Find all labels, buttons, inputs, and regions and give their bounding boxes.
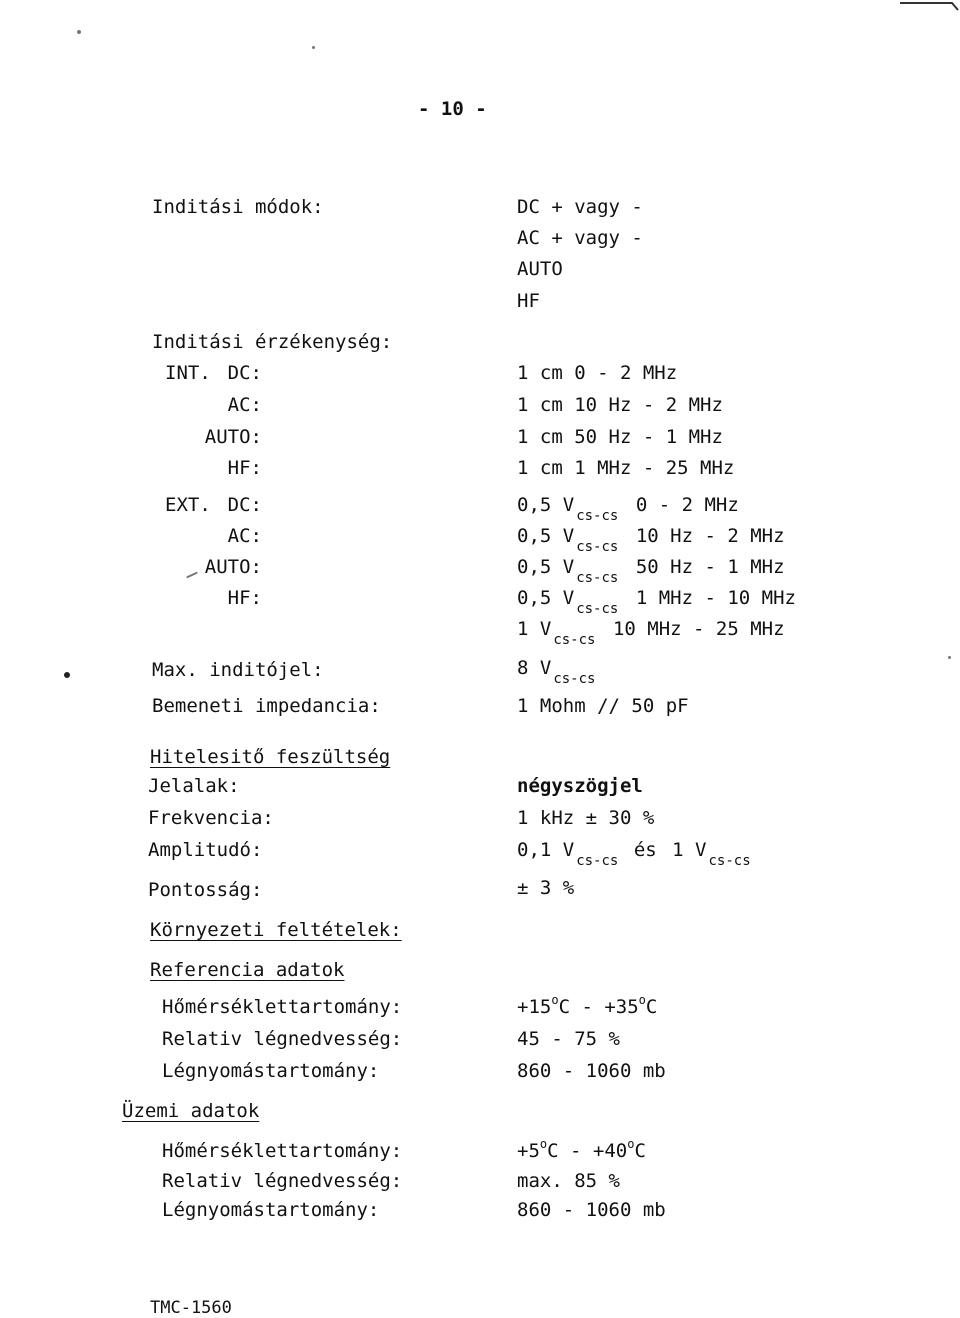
hitelesito-value: négyszögjel bbox=[517, 775, 643, 797]
hitelesito-label: Jelalak: bbox=[148, 775, 240, 797]
inditasi-mod-value: DC + vagy - bbox=[517, 196, 643, 218]
kornyezeti-title: Környezeti feltételek: bbox=[150, 919, 402, 941]
degree-sign: o bbox=[627, 1137, 635, 1151]
referencia-label: Légnyomástartomány: bbox=[162, 1060, 380, 1082]
ext-range: 50 Hz - 1 MHz bbox=[635, 556, 785, 578]
scan-speck bbox=[312, 46, 315, 49]
hitelesito-title: Hitelesitő feszültség bbox=[150, 746, 391, 768]
degree-sign: o bbox=[539, 1137, 548, 1151]
bemeneti-value: 1 Mohm // 50 pF bbox=[517, 695, 689, 717]
hitelesito-value: ± 3 % bbox=[517, 877, 575, 899]
ext-sensitivity-row bbox=[517, 494, 739, 524]
ext-sensitivity-row bbox=[517, 525, 785, 555]
inditasi-mod-value: HF bbox=[517, 290, 540, 312]
ext-unit: cs-cs bbox=[553, 632, 596, 648]
ext-mode-label: AC: bbox=[227, 525, 262, 547]
amplitudo-unit-b: cs-cs bbox=[708, 853, 751, 869]
temp-unit: C bbox=[634, 1140, 646, 1162]
ext-sensitivity-row bbox=[517, 587, 796, 617]
ext-unit: cs-cs bbox=[576, 570, 619, 586]
uzemi-label: Légnyomástartomány: bbox=[162, 1199, 380, 1221]
amplitudo-joiner: és bbox=[633, 839, 657, 861]
hitelesito-label: Amplitudó: bbox=[148, 839, 263, 861]
referencia-title: Referencia adatok bbox=[150, 959, 345, 981]
scan-speck bbox=[77, 30, 81, 34]
scan-speck bbox=[64, 672, 70, 678]
int-sensitivity-value: 1 cm 1 MHz - 25 MHz bbox=[517, 457, 735, 479]
temp-unit: C bbox=[645, 996, 658, 1018]
hitelesito-label: Pontosság: bbox=[148, 879, 263, 901]
ext-range: 10 MHz - 25 MHz bbox=[612, 618, 785, 640]
max-inditojel-amplitude: 8 V bbox=[517, 657, 552, 679]
ext-unit: cs-cs bbox=[576, 508, 619, 524]
max-inditojel-value bbox=[517, 657, 596, 687]
referencia-value: 860 - 1060 mb bbox=[517, 1060, 666, 1082]
degree-sign: o bbox=[551, 993, 559, 1007]
ext-amplitude: 0,5 V bbox=[517, 556, 575, 578]
ext-amplitude: 0,5 V bbox=[517, 494, 575, 516]
ext-unit: cs-cs bbox=[576, 601, 619, 617]
ext-range: 1 MHz - 10 MHz bbox=[635, 587, 796, 609]
amplitudo-value bbox=[517, 839, 751, 869]
amplitudo-b: 1 V bbox=[672, 839, 707, 861]
ext-sensitivity-row bbox=[517, 556, 785, 586]
inditasi-mod-value: AC + vagy - bbox=[517, 227, 643, 249]
degree-sign: o bbox=[638, 993, 646, 1007]
ext-mode-label: AUTO: bbox=[204, 556, 262, 578]
referencia-temp-value bbox=[517, 993, 658, 1018]
ext-unit: cs-cs bbox=[576, 539, 619, 555]
temp-min: +15 bbox=[517, 996, 552, 1018]
ext-amplitude: 0,5 V bbox=[517, 587, 575, 609]
temp-mid: C - +35 bbox=[558, 996, 639, 1018]
int-mode-label: AUTO: bbox=[204, 426, 262, 448]
int-mode-label: AC: bbox=[227, 394, 262, 416]
ext-mode-label: HF: bbox=[227, 587, 262, 609]
int-mode-label: HF: bbox=[227, 457, 262, 479]
hitelesito-label: Frekvencia: bbox=[148, 807, 274, 829]
inditasi-modok-label: Inditási módok: bbox=[152, 196, 324, 218]
int-mode-label: DC: bbox=[227, 362, 262, 384]
ext-amplitude: 1 V bbox=[517, 618, 552, 640]
uzemi-label: Relativ légnedvesség: bbox=[162, 1170, 403, 1192]
int-sensitivity-value: 1 cm 50 Hz - 1 MHz bbox=[517, 426, 723, 448]
bemeneti-label: Bemeneti impedancia: bbox=[152, 695, 381, 717]
referencia-value: 45 - 75 % bbox=[517, 1028, 620, 1050]
temp-mid: C - +40 bbox=[547, 1140, 628, 1162]
uzemi-value: 860 - 1060 mb bbox=[517, 1199, 666, 1221]
max-inditojel-unit: cs-cs bbox=[553, 671, 596, 687]
int-sensitivity-value: 1 cm 10 Hz - 2 MHz bbox=[517, 394, 723, 416]
referencia-label: Relativ légnedvesség: bbox=[162, 1028, 403, 1050]
ext-sensitivity-row bbox=[517, 618, 785, 648]
erzekenyseg-label: Inditási érzékenység: bbox=[152, 331, 393, 353]
temp-min: +5 bbox=[517, 1140, 540, 1162]
amplitudo-a: 0,1 V bbox=[517, 839, 575, 861]
ext-range: 10 Hz - 2 MHz bbox=[635, 525, 785, 547]
uzemi-title: Üzemi adatok bbox=[122, 1100, 260, 1122]
footer-code: TMC-1560 bbox=[150, 1298, 232, 1318]
int-prefix: INT. bbox=[165, 362, 211, 384]
inditasi-mod-value: AUTO bbox=[517, 258, 563, 280]
referencia-label: Hőmérséklettartomány: bbox=[162, 996, 403, 1018]
int-sensitivity-value: 1 cm 0 - 2 MHz bbox=[517, 362, 678, 384]
ext-prefix: EXT. bbox=[165, 494, 211, 516]
uzemi-label: Hőmérséklettartomány: bbox=[162, 1140, 403, 1162]
scan-speck bbox=[186, 572, 198, 579]
ext-range: 0 - 2 MHz bbox=[635, 494, 739, 516]
uzemi-value: max. 85 % bbox=[517, 1170, 620, 1192]
amplitudo-unit-a: cs-cs bbox=[576, 853, 619, 869]
page-number: - 10 - bbox=[418, 98, 487, 120]
ext-mode-label: DC: bbox=[227, 494, 262, 516]
ext-amplitude: 0,5 V bbox=[517, 525, 575, 547]
corner-mark bbox=[900, 0, 960, 12]
scan-speck bbox=[948, 656, 951, 659]
max-inditojel-label: Max. inditójel: bbox=[152, 659, 324, 681]
uzemi-temp-value bbox=[517, 1137, 646, 1162]
hitelesito-value: 1 kHz ± 30 % bbox=[517, 807, 655, 829]
